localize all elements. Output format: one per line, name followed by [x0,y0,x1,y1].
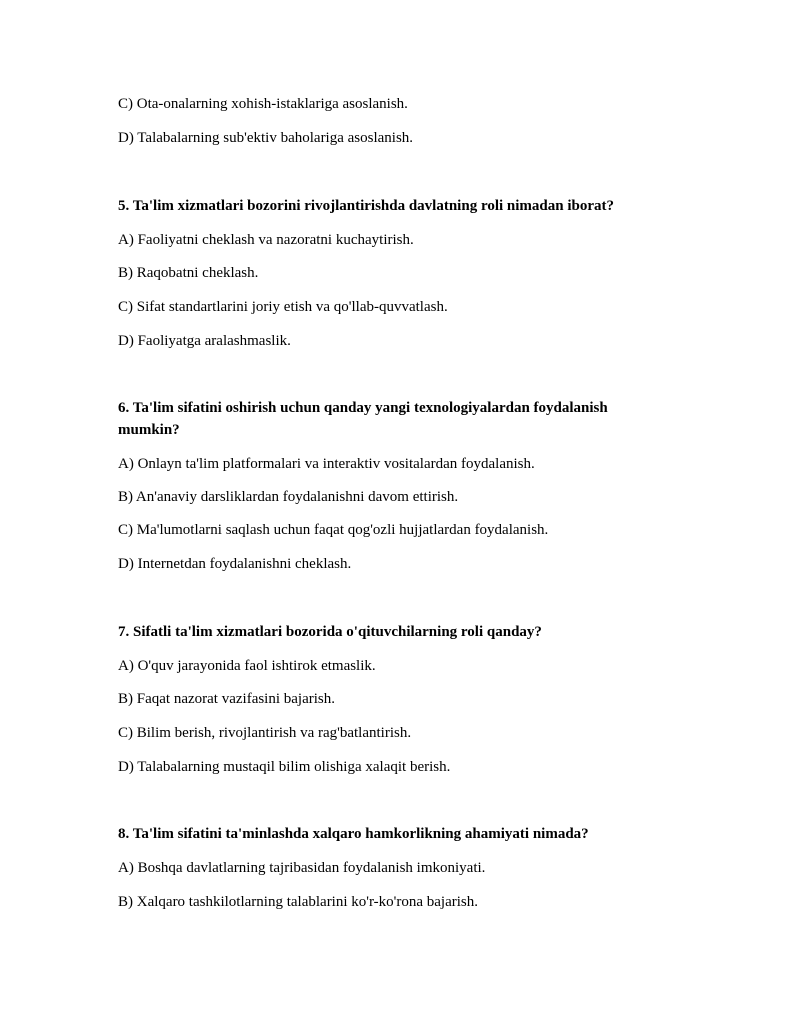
answer-option: A) Faoliyatni cheklash va nazoratni kuchaytirish. [118,232,414,248]
question-title: 6. Ta'lim sifatini oshirish uchun qanday yangi texnologiyalardan foydalanish mumkin? [118,400,608,438]
answer-option: A) Onlayn ta'lim platformalari va interaktiv vositalardan foydalanish. [118,456,535,472]
answer-option: B) Faqat nazorat vazifasini bajarish. [118,691,336,707]
answer-option: D) Internetdan foydalanishni cheklash. [118,556,352,572]
answer-option: B) An'anaviy darsliklardan foydalanishni davom ettirish. [118,489,459,505]
answer-option: C) Sifat standartlarini joriy etish va qo'llab-quvvatlash. [118,299,448,315]
answer-option: D) Talabalarning mustaqil bilim olishiga xalaqit berish. [118,759,451,775]
answer-option: A) O'quv jarayonida faol ishtirok etmaslik. [118,658,376,674]
question-title: 5. Ta'lim xizmatlari bozorini rivojlantirishda davlatning roli nimadan iborat? [118,198,615,214]
question-title: 8. Ta'lim sifatini ta'minlashda xalqaro hamkorlikning ahamiyati nimada? [118,826,589,842]
question-title: 7. Sifatli ta'lim xizmatlari bozorida o'qituvchilarning roli qanday? [118,624,542,640]
answer-option: A) Boshqa davlatlarning tajribasidan foydalanish imkoniyati. [118,860,486,876]
answer-option: B) Raqobatni cheklash. [118,265,259,281]
answer-option: B) Xalqaro tashkilotlarning talablarini ko'r-ko'rona bajarish. [118,894,478,910]
answer-option: D) Talabalarning sub'ektiv baholariga asoslanish. [118,130,414,146]
answer-option: C) Ota-onalarning xohish-istaklariga asoslanish. [118,96,408,112]
answer-option: C) Bilim berish, rivojlantirish va rag'batlantirish. [118,725,412,741]
answer-option: C) Ma'lumotlarni saqlash uchun faqat qog'ozli hujjatlardan foydalanish. [118,522,549,538]
answer-option: D) Faoliyatga aralashmaslik. [118,333,291,349]
